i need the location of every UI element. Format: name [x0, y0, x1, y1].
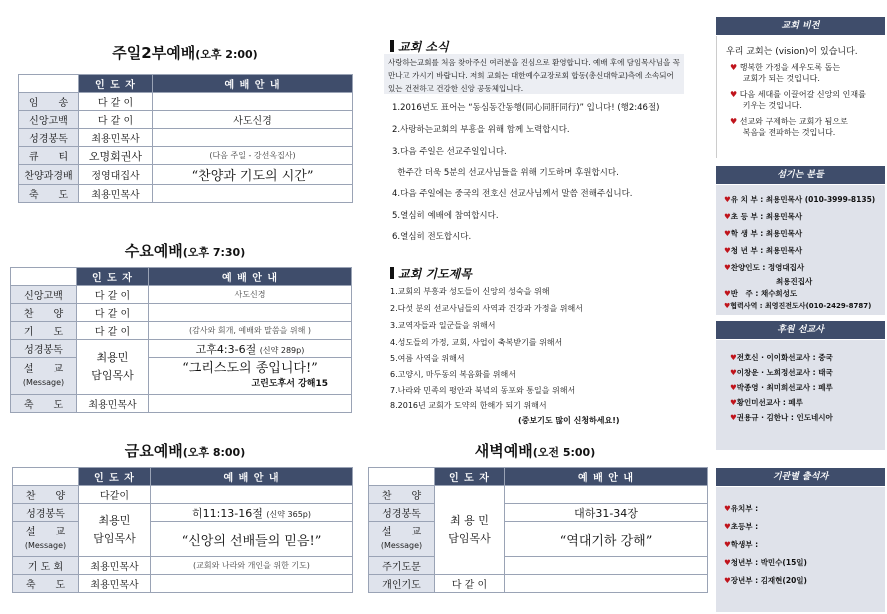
sermon-title: “그리스도의 종입니다!” — [182, 360, 318, 376]
servant-text: 찬양인도 : 정영대집사 — [730, 263, 805, 272]
prayer-item: 3.교역자들과 일군들을 위해서 — [390, 321, 496, 330]
label-sub: (Message) — [24, 541, 67, 550]
row-label: 개인기도 — [369, 575, 435, 593]
header-guide: 예 배 안 내 — [151, 468, 353, 486]
attendance-text: 유치부 : — [730, 504, 759, 513]
sunday-service-title — [20, 42, 350, 63]
row-leader: 다 같 이 — [79, 111, 153, 129]
label-text: 설 교 — [23, 364, 64, 375]
sunday-time: (오후 2:00) — [195, 48, 258, 61]
label-sub: (Message) — [22, 378, 65, 387]
scripture-page: (신약 289p) — [259, 345, 305, 355]
row-leader: 다 같 이 — [79, 93, 153, 111]
leader-cell — [79, 504, 151, 557]
attendance-text: 초등부 : — [730, 522, 759, 531]
row-label — [11, 358, 77, 395]
missionaries-header: 후원 선교사 — [716, 321, 885, 339]
missionary-item — [730, 367, 833, 378]
servant-item — [724, 288, 797, 299]
row-guide: “찬양과 기도의 시간” — [153, 165, 353, 185]
row-label: 성경봉독 — [13, 504, 79, 522]
vision-item — [730, 89, 866, 111]
header-guide: 예 배 안 내 — [153, 75, 353, 93]
missionary-item — [730, 352, 833, 363]
header-leader: 인 도 자 — [435, 468, 505, 486]
row-guide: 사도신경 — [153, 111, 353, 129]
heart-icon: ♥ — [730, 117, 738, 126]
vision-item — [730, 62, 840, 84]
missionary-text: 박종영 · 최미희선교사 : 페루 — [736, 383, 833, 392]
row-leader: 최용민목사 — [79, 557, 151, 575]
servant-extra: 최용진집사 — [776, 277, 813, 286]
attendance-item — [724, 521, 758, 532]
news-item: 2.사랑하는교회의 부흥을 위해 함께 노력합시다. — [392, 125, 570, 135]
heart-icon: ♥ — [724, 246, 731, 255]
scripture: 히11:13-16절 — [191, 506, 263, 520]
leader-name: 최 용 민 — [450, 514, 489, 527]
header-blank — [13, 468, 79, 486]
friday-title-text: 금요예배 — [124, 442, 183, 460]
sermon-cell — [149, 358, 352, 395]
header-blank — [369, 468, 435, 486]
row-guide: (교회와 나라와 개인을 위한 기도) — [151, 557, 353, 575]
church-news-heading — [390, 38, 449, 55]
row-label: 찬 양 — [11, 304, 77, 322]
row-guide: (다음 주일 - 강선옥집사) — [153, 147, 353, 165]
leader-title: 담임목사 — [91, 369, 134, 382]
wednesday-time: (오후 7:30) — [182, 246, 246, 259]
servant-item — [724, 262, 804, 273]
prayer-item: 1.교회의 부흥과 성도들이 신앙의 성숙을 위해 — [390, 287, 550, 296]
heart-icon: ♥ — [730, 90, 738, 99]
row-label: 축 도 — [11, 395, 77, 413]
vision-line: 복음을 전파하는 것입니다. — [742, 128, 836, 137]
row-label: 축 도 — [13, 575, 79, 593]
label-text: 설 교 — [381, 527, 422, 538]
news-item: 1.2016년도 표어는 “동심동간동행(同心同肝同行)” 입니다! (행2:46절) — [392, 103, 660, 113]
servant-text: 초 등 부 : 최용민목사 — [730, 212, 803, 221]
row-leader: 다 같 이 — [77, 286, 149, 304]
leader-cell — [435, 486, 505, 575]
row-label: 임 송 — [19, 93, 79, 111]
leader-name: 최용민 — [98, 514, 131, 527]
sermon-series: 고린도후서 강해15 — [251, 378, 328, 389]
heart-icon: ♥ — [724, 289, 731, 298]
row-label: 주기도문 — [369, 557, 435, 575]
row-label: 기 도 회 — [13, 557, 79, 575]
heart-icon: ♥ — [724, 540, 731, 549]
row-label: 신앙고백 — [11, 286, 77, 304]
heart-icon: ♥ — [724, 576, 731, 585]
attendance-text: 학생부 : — [730, 540, 759, 549]
row-label: 큐 티 — [19, 147, 79, 165]
servant-item — [724, 211, 802, 222]
label-sub: (Message) — [380, 541, 423, 550]
header-guide: 예 배 안 내 — [149, 268, 352, 286]
heart-icon: ♥ — [730, 353, 737, 362]
heart-icon: ♥ — [730, 368, 737, 377]
heart-icon: ♥ — [724, 195, 731, 204]
attendance-header: 기관별 출석자 — [716, 468, 885, 486]
sermon-title: “역대기하 강해” — [505, 522, 708, 557]
row-label: 신앙고백 — [19, 111, 79, 129]
row-leader: 최용민목사 — [79, 185, 153, 203]
attendance-text: 장년부 : 김재현(20일) — [730, 576, 807, 585]
header-leader: 인 도 자 — [79, 75, 153, 93]
row-guide — [151, 575, 353, 593]
attendance-item — [724, 503, 758, 514]
sunday-service-table — [18, 74, 353, 203]
row-guide — [149, 340, 352, 358]
row-label: 축 도 — [19, 185, 79, 203]
vision-item — [730, 116, 848, 138]
row-guide — [151, 486, 353, 504]
servant-text: 유 치 부 : 최용민목사 (010-3999-8135) — [730, 195, 876, 204]
wednesday-service-table — [10, 267, 352, 413]
heart-icon: ♥ — [724, 558, 731, 567]
heart-icon: ♥ — [724, 504, 731, 513]
row-guide — [505, 575, 708, 593]
vision-line: 다음 세대를 이끌어갈 신앙의 인재를 — [739, 90, 866, 99]
row-leader: 다 같 이 — [77, 322, 149, 340]
missionary-item — [730, 412, 833, 423]
missionary-item — [730, 397, 803, 408]
row-guide: 대하31-34장 — [505, 504, 708, 522]
servant-text: 협력사역 : 최영진전도사(010-2429-8787) — [730, 302, 872, 310]
sermon-title: “신앙의 선배들의 믿음!” — [151, 522, 353, 557]
servant-item — [724, 245, 802, 256]
missionary-text: 전호신 · 이이화선교사 : 중국 — [736, 353, 833, 362]
attendance-text: 청년부 : 박민수(15일) — [730, 558, 807, 567]
attendance-item — [724, 575, 807, 586]
dawn-title-text: 새벽예배 — [474, 442, 533, 460]
prayer-heading — [390, 265, 472, 282]
row-leader: 최용민목사 — [79, 129, 153, 147]
header-blank — [11, 268, 77, 286]
prayer-item: 7.나라와 민족의 평안과 북녘의 동포와 통일을 위해서 — [390, 386, 576, 395]
attendance-item — [724, 557, 807, 568]
attendance-item — [724, 539, 758, 550]
servant-item — [724, 228, 802, 239]
missionary-text: 황인미선교사 : 페루 — [736, 398, 803, 407]
heart-icon: ♥ — [730, 413, 737, 422]
label-text: 설 교 — [25, 527, 66, 538]
row-leader: 최용민목사 — [77, 395, 149, 413]
row-label: 성경봉독 — [369, 504, 435, 522]
row-guide — [153, 93, 353, 111]
heart-icon: ♥ — [724, 263, 731, 272]
row-leader: 다 같 이 — [435, 575, 505, 593]
vision-line: 선교와 구제하는 교회가 됨으로 — [739, 117, 848, 126]
news-item: 5.열심히 예배에 참여합시다. — [392, 211, 499, 221]
heart-icon: ♥ — [724, 522, 731, 531]
heart-icon: ♥ — [724, 212, 731, 221]
news-item: 4.다음 주일에는 중국의 전호신 선교사님께서 말씀 전해주십니다. — [392, 189, 633, 199]
row-label: 찬 양 — [369, 486, 435, 504]
row-label: 성경봉독 — [19, 129, 79, 147]
church-news-intro: 사랑하는교회를 처음 찾아주신 여러분을 진심으로 환영합니다. 예배 후에 담임목사님을 꼭 만나고 가시기 바랍니다. 저희 교회는 대한예수교장로회 합동(총신대학교)측에 소속되어 있는 건전하고 건강한 신앙 공동체입니다. — [384, 54, 684, 94]
friday-time: (오후 8:00) — [182, 446, 246, 459]
row-guide — [505, 557, 708, 575]
dawn-service-title — [370, 440, 700, 461]
row-label: 찬양과경배 — [19, 165, 79, 185]
heart-icon: ♥ — [724, 229, 731, 238]
row-guide — [149, 304, 352, 322]
servant-text: 학 생 부 : 최용민목사 — [730, 229, 803, 238]
heading-bar — [390, 267, 394, 279]
heart-icon: ♥ — [730, 63, 738, 72]
heading-bar — [390, 40, 394, 52]
header-leader: 인 도 자 — [79, 468, 151, 486]
row-leader: 다같이 — [79, 486, 151, 504]
row-leader: 최용민목사 — [79, 575, 151, 593]
friday-service-table — [12, 467, 353, 593]
heart-icon: ♥ — [724, 302, 731, 310]
row-leader: 정영대집사 — [79, 165, 153, 185]
sunday-title-text: 주일2부예배 — [112, 44, 196, 62]
wednesday-service-title — [20, 240, 350, 261]
missionary-text: 이창운 · 노희정선교사 : 태국 — [736, 368, 833, 377]
servant-text: 청 년 부 : 최용민목사 — [730, 246, 803, 255]
leader-title: 담임목사 — [448, 532, 491, 545]
header-guide: 예 배 안 내 — [505, 468, 708, 486]
header-blank — [19, 75, 79, 93]
scripture-page: (신약 365p) — [266, 509, 311, 519]
row-guide — [151, 504, 353, 522]
row-label: 기 도 — [11, 322, 77, 340]
header-leader: 인 도 자 — [77, 268, 149, 286]
vision-line: 교회가 되는 것입니다. — [742, 74, 820, 83]
row-guide — [153, 129, 353, 147]
church-news-title: 교회 소식 — [398, 40, 449, 54]
row-label: 찬 양 — [13, 486, 79, 504]
prayer-item: 6.고양시, 마두동의 복음화를 위해서 — [390, 370, 516, 379]
scripture: 고후4:3-6절 — [195, 342, 257, 356]
friday-service-title — [20, 440, 350, 461]
vision-header: 교회 비전 — [716, 17, 885, 35]
wednesday-title-text: 수요예배 — [124, 242, 183, 260]
row-label: 성경봉독 — [11, 340, 77, 358]
missionary-item — [730, 382, 833, 393]
news-item: 6.열심히 전도합시다. — [392, 232, 472, 242]
news-item: 3.다음 주일은 선교주일입니다. — [392, 147, 507, 157]
prayer-item: 8.2016년 교회가 도약의 한해가 되기 위해서 — [390, 401, 547, 410]
row-guide — [149, 395, 352, 413]
row-guide: 사도신경 — [149, 286, 352, 304]
row-leader: 다 같 이 — [77, 304, 149, 322]
row-guide — [153, 185, 353, 203]
heart-icon: ♥ — [730, 383, 737, 392]
row-guide — [505, 486, 708, 504]
vision-line: 행복한 가정을 세우도록 돕는 — [739, 63, 841, 72]
dawn-time: (오전 5:00) — [532, 446, 596, 459]
missionary-text: 권용규 · 김한나 : 인도네시아 — [736, 413, 833, 422]
heart-icon: ♥ — [730, 398, 737, 407]
prayer-item: 5.여름 사역을 위해서 — [390, 354, 465, 363]
leader-cell — [77, 340, 149, 395]
news-item: 한주간 더욱 5분의 선교사님들을 위해 기도하며 후원합시다. — [392, 168, 619, 178]
leader-title: 담임목사 — [93, 532, 136, 545]
prayer-item: 4.성도들의 가정, 교회, 사업이 축복받기를 위해서 — [390, 338, 563, 347]
prayer-title: 교회 기도제목 — [398, 267, 472, 281]
prayer-note: (중보기도 많이 신청하세요!) — [518, 416, 620, 425]
servant-text: 반 주 : 채수희성도 — [730, 289, 798, 298]
servant-item — [724, 194, 875, 205]
row-label — [369, 522, 435, 557]
prayer-item: 2.다섯 분의 선교사님들의 사역과 건강과 가정을 위해서 — [390, 304, 583, 313]
row-label — [13, 522, 79, 557]
row-guide: (감사와 회개, 예배와 말씀을 위해 ) — [149, 322, 352, 340]
vision-line: 키우는 것입니다. — [742, 101, 802, 110]
leader-name: 최용민 — [96, 351, 129, 364]
servant-item — [724, 301, 871, 311]
dawn-service-table — [368, 467, 708, 593]
servants-header: 섬기는 분들 — [716, 166, 885, 184]
row-leader: 오명회권사 — [79, 147, 153, 165]
vision-intro: 우리 교회는 (vision)이 있습니다. — [726, 47, 858, 57]
